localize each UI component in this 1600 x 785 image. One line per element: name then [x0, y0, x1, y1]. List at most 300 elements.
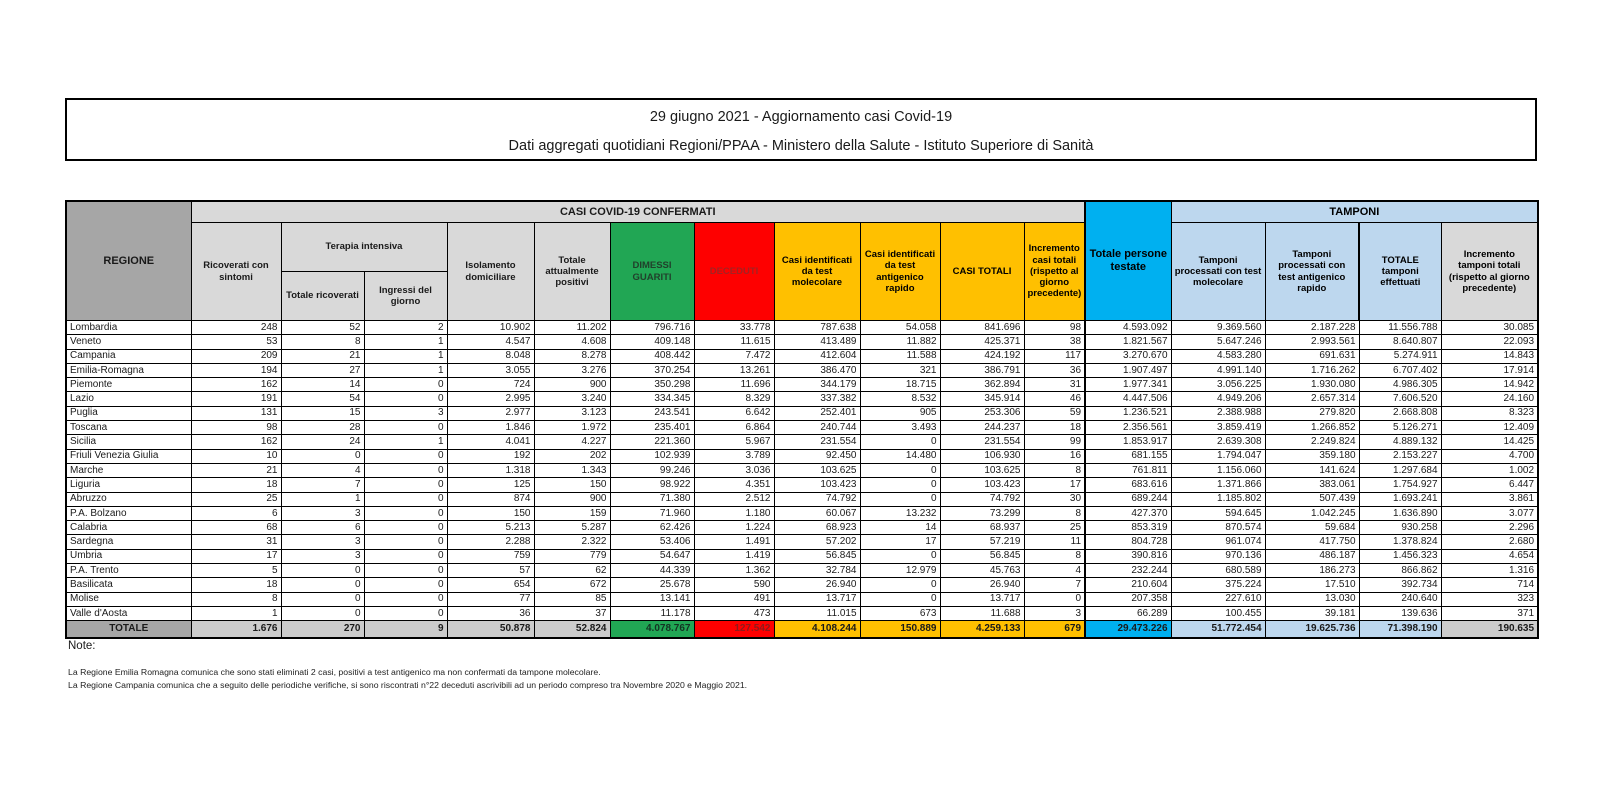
value-cell: 761.811	[1085, 463, 1171, 477]
value-cell: 0	[860, 492, 940, 506]
value-cell: 68	[191, 521, 281, 535]
value-cell: 424.192	[940, 349, 1024, 363]
value-cell: 8.329	[694, 392, 774, 406]
value-cell: 7.606.520	[1359, 392, 1441, 406]
header-casi-totali: CASI TOTALI	[940, 223, 1024, 321]
value-cell: 13.717	[774, 592, 860, 606]
value-cell: 417.750	[1265, 535, 1359, 549]
value-cell: 150	[447, 506, 534, 520]
region-name: Veneto	[66, 335, 191, 349]
region-name: Valle d'Aosta	[66, 606, 191, 620]
value-cell: 0	[364, 506, 447, 520]
table-row	[66, 564, 1538, 578]
table-row	[66, 521, 1538, 535]
total-row	[66, 621, 1538, 638]
value-cell: 3	[281, 535, 364, 549]
value-cell: 59.684	[1265, 521, 1359, 535]
value-cell: 0	[364, 449, 447, 463]
value-cell: 11.588	[860, 349, 940, 363]
header-ti-ingressi: Ingressi del giorno	[364, 272, 447, 321]
value-cell: 209	[191, 349, 281, 363]
value-cell: 25	[191, 492, 281, 506]
value-cell: 1.977.341	[1085, 378, 1171, 392]
value-cell: 57.219	[940, 535, 1024, 549]
value-cell: 71.960	[610, 506, 694, 520]
value-cell: 0	[860, 435, 940, 449]
region-name: Emilia-Romagna	[66, 363, 191, 377]
value-cell: 6	[281, 521, 364, 535]
header-terapia-intensiva: Terapia intensiva	[281, 223, 447, 272]
value-cell: 4.108.244	[774, 621, 860, 638]
value-cell: 4.547	[447, 335, 534, 349]
region-name: Basilicata	[66, 578, 191, 592]
value-cell: 4.991.140	[1171, 363, 1265, 377]
value-cell: 100.455	[1171, 606, 1265, 620]
value-cell: 3	[281, 506, 364, 520]
header-tamponi-molecolare: Tamponi processati con test molecolare	[1171, 223, 1265, 321]
value-cell: 13.261	[694, 363, 774, 377]
region-name: Umbria	[66, 549, 191, 563]
value-cell: 8.278	[534, 349, 610, 363]
value-cell: 18.715	[860, 378, 940, 392]
value-cell: 392.734	[1359, 578, 1441, 592]
value-cell: 7	[281, 478, 364, 492]
value-cell: 36	[447, 606, 534, 620]
value-cell: 232.244	[1085, 564, 1171, 578]
value-cell: 724	[447, 378, 534, 392]
table-row	[66, 363, 1538, 377]
region-name: Sicilia	[66, 435, 191, 449]
region-name: Toscana	[66, 421, 191, 435]
value-cell: 45.763	[940, 564, 1024, 578]
value-cell: 39.181	[1265, 606, 1359, 620]
value-cell: 50.878	[447, 621, 534, 638]
region-name: Campania	[66, 349, 191, 363]
value-cell: 4.700	[1441, 449, 1538, 463]
value-cell: 8	[1024, 463, 1085, 477]
value-cell: 0	[860, 578, 940, 592]
header-ti-totale: Totale ricoverati	[281, 272, 364, 321]
value-cell: 3.056.225	[1171, 378, 1265, 392]
value-cell: 0	[1024, 592, 1085, 606]
value-cell: 11.178	[610, 606, 694, 620]
value-cell: 1	[364, 335, 447, 349]
value-cell: 486.187	[1265, 549, 1359, 563]
value-cell: 1.002	[1441, 463, 1538, 477]
value-cell: 194	[191, 363, 281, 377]
table-row	[66, 392, 1538, 406]
value-cell: 5	[191, 564, 281, 578]
value-cell: 18	[191, 478, 281, 492]
value-cell: 186.273	[1265, 564, 1359, 578]
value-cell: 1.318	[447, 463, 534, 477]
value-cell: 427.370	[1085, 506, 1171, 520]
value-cell: 240.744	[774, 421, 860, 435]
value-cell: 1.821.567	[1085, 335, 1171, 349]
value-cell: 4.608	[534, 335, 610, 349]
value-cell: 5.126.271	[1359, 421, 1441, 435]
value-cell: 8	[191, 592, 281, 606]
value-cell: 0	[860, 592, 940, 606]
title-box	[65, 98, 1537, 161]
value-cell: 98	[191, 421, 281, 435]
region-name: Lazio	[66, 392, 191, 406]
header-incremento-tamponi: Incremento tamponi totali (rispetto al giorno precedente)	[1441, 223, 1538, 321]
value-cell: 244.237	[940, 421, 1024, 435]
table-row	[66, 535, 1538, 549]
value-cell: 1.042.245	[1265, 506, 1359, 520]
value-cell: 56.845	[774, 549, 860, 563]
value-cell: 57.202	[774, 535, 860, 549]
value-cell: 32.784	[774, 564, 860, 578]
value-cell: 594.645	[1171, 506, 1265, 520]
header-isolamento: Isolamento domiciliare	[447, 223, 534, 321]
table-row	[66, 578, 1538, 592]
value-cell: 2.296	[1441, 521, 1538, 535]
value-cell: 2.153.227	[1359, 449, 1441, 463]
value-cell: 905	[860, 406, 940, 420]
value-cell: 1.754.927	[1359, 478, 1441, 492]
table-row	[66, 421, 1538, 435]
value-cell: 930.258	[1359, 521, 1441, 535]
value-cell: 5.287	[534, 521, 610, 535]
value-cell: 1.972	[534, 421, 610, 435]
value-cell: 2.657.314	[1265, 392, 1359, 406]
value-cell: 162	[191, 435, 281, 449]
value-cell: 0	[281, 592, 364, 606]
value-cell: 0	[281, 449, 364, 463]
value-cell: 16	[1024, 449, 1085, 463]
table-row	[66, 506, 1538, 520]
value-cell: 74.792	[940, 492, 1024, 506]
value-cell: 473	[694, 606, 774, 620]
header-ricoverati: Ricoverati con sintomi	[191, 223, 281, 321]
value-cell: 1.185.802	[1171, 492, 1265, 506]
value-cell: 3	[364, 406, 447, 420]
value-cell: 52	[281, 321, 364, 335]
header-persone-testate: Totale persone testate	[1085, 201, 1171, 321]
value-cell: 17	[1024, 478, 1085, 492]
value-cell: 71.398.190	[1359, 621, 1441, 638]
value-cell: 3.077	[1441, 506, 1538, 520]
table-row	[66, 606, 1538, 620]
value-cell: 1.343	[534, 463, 610, 477]
value-cell: 68.937	[940, 521, 1024, 535]
total-label: TOTALE	[66, 621, 191, 638]
value-cell: 66.289	[1085, 606, 1171, 620]
value-cell: 141.624	[1265, 463, 1359, 477]
value-cell: 279.820	[1265, 406, 1359, 420]
header-casi-antigenico: Casi identificati da test antigenico rapido	[860, 223, 940, 321]
value-cell: 796.716	[610, 321, 694, 335]
value-cell: 11.688	[940, 606, 1024, 620]
value-cell: 29.473.226	[1085, 621, 1171, 638]
value-cell: 53	[191, 335, 281, 349]
value-cell: 689.244	[1085, 492, 1171, 506]
value-cell: 370.254	[610, 363, 694, 377]
value-cell: 874	[447, 492, 534, 506]
value-cell: 350.298	[610, 378, 694, 392]
value-cell: 3	[1024, 606, 1085, 620]
value-cell: 17	[191, 549, 281, 563]
value-cell: 253.306	[940, 406, 1024, 420]
value-cell: 6	[191, 506, 281, 520]
value-cell: 413.489	[774, 335, 860, 349]
value-cell: 0	[860, 463, 940, 477]
value-cell: 62	[534, 564, 610, 578]
region-name: Lombardia	[66, 321, 191, 335]
value-cell: 787.638	[774, 321, 860, 335]
table-row	[66, 406, 1538, 420]
region-name: Liguria	[66, 478, 191, 492]
value-cell: 590	[694, 578, 774, 592]
value-cell: 672	[534, 578, 610, 592]
value-cell: 240.640	[1359, 592, 1441, 606]
value-cell: 6.864	[694, 421, 774, 435]
region-name: Sardegna	[66, 535, 191, 549]
value-cell: 8.048	[447, 349, 534, 363]
value-cell: 2.668.808	[1359, 406, 1441, 420]
value-cell: 18	[1024, 421, 1085, 435]
value-cell: 0	[364, 549, 447, 563]
value-cell: 900	[534, 492, 610, 506]
value-cell: 337.382	[774, 392, 860, 406]
value-cell: 679	[1024, 621, 1085, 638]
value-cell: 4.593.092	[1085, 321, 1171, 335]
value-cell: 1.693.241	[1359, 492, 1441, 506]
value-cell: 0	[364, 535, 447, 549]
value-cell: 714	[1441, 578, 1538, 592]
value-cell: 191	[191, 392, 281, 406]
value-cell: 202	[534, 449, 610, 463]
value-cell: 12.979	[860, 564, 940, 578]
region-name: P.A. Trento	[66, 564, 191, 578]
value-cell: 36	[1024, 363, 1085, 377]
table-row	[66, 321, 1538, 335]
value-cell: 0	[860, 549, 940, 563]
value-cell: 99	[1024, 435, 1085, 449]
covid-data-table	[65, 200, 1539, 639]
value-cell: 10.902	[447, 321, 534, 335]
region-name: Friuli Venezia Giulia	[66, 449, 191, 463]
value-cell: 44.339	[610, 564, 694, 578]
value-cell: 2.356.561	[1085, 421, 1171, 435]
value-cell: 3.055	[447, 363, 534, 377]
value-cell: 231.554	[774, 435, 860, 449]
region-name: Puglia	[66, 406, 191, 420]
header-attualmente-positivi: Totale attualmente positivi	[534, 223, 610, 321]
region-name: Abruzzo	[66, 492, 191, 506]
value-cell: 3.240	[534, 392, 610, 406]
value-cell: 56.845	[940, 549, 1024, 563]
value-cell: 11.696	[694, 378, 774, 392]
value-cell: 11.556.788	[1359, 321, 1441, 335]
value-cell: 12.409	[1441, 421, 1538, 435]
value-cell: 11.615	[694, 335, 774, 349]
value-cell: 3.036	[694, 463, 774, 477]
header-band-casi-confermati: CASI COVID-19 CONFERMATI	[191, 201, 1085, 223]
value-cell: 103.423	[940, 478, 1024, 492]
value-cell: 9.369.560	[1171, 321, 1265, 335]
value-cell: 71.380	[610, 492, 694, 506]
value-cell: 681.155	[1085, 449, 1171, 463]
value-cell: 1.378.824	[1359, 535, 1441, 549]
value-cell: 221.360	[610, 435, 694, 449]
value-cell: 2.322	[534, 535, 610, 549]
value-cell: 362.894	[940, 378, 1024, 392]
value-cell: 150.889	[860, 621, 940, 638]
value-cell: 4.078.767	[610, 621, 694, 638]
value-cell: 4.041	[447, 435, 534, 449]
table-body	[66, 321, 1538, 638]
region-name: Calabria	[66, 521, 191, 535]
value-cell: 841.696	[940, 321, 1024, 335]
value-cell: 59	[1024, 406, 1085, 420]
value-cell: 491	[694, 592, 774, 606]
note-line-2: La Regione Campania comunica che a seguito delle periodiche verifiche, si sono riscontrati n°22 deceduti ascrivibili ad un periodo compreso tra Novembre 2020 e Maggio 2021.	[68, 679, 748, 690]
value-cell: 24.160	[1441, 392, 1538, 406]
value-cell: 2.249.824	[1265, 435, 1359, 449]
value-cell: 1	[281, 492, 364, 506]
value-cell: 8.640.807	[1359, 335, 1441, 349]
value-cell: 18	[191, 578, 281, 592]
value-cell: 390.816	[1085, 549, 1171, 563]
value-cell: 102.939	[610, 449, 694, 463]
value-cell: 3.861	[1441, 492, 1538, 506]
value-cell: 359.180	[1265, 449, 1359, 463]
value-cell: 344.179	[774, 378, 860, 392]
value-cell: 6.447	[1441, 478, 1538, 492]
value-cell: 1	[364, 363, 447, 377]
value-cell: 117	[1024, 349, 1085, 363]
region-name: Marche	[66, 463, 191, 477]
value-cell: 103.625	[774, 463, 860, 477]
value-cell: 654	[447, 578, 534, 592]
value-cell: 4.259.133	[940, 621, 1024, 638]
value-cell: 8	[1024, 506, 1085, 520]
table-row	[66, 549, 1538, 563]
value-cell: 345.914	[940, 392, 1024, 406]
value-cell: 235.401	[610, 421, 694, 435]
value-cell: 3.123	[534, 406, 610, 420]
value-cell: 4.986.305	[1359, 378, 1441, 392]
value-cell: 30	[1024, 492, 1085, 506]
value-cell: 0	[364, 521, 447, 535]
value-cell: 54.647	[610, 549, 694, 563]
region-name: Piemonte	[66, 378, 191, 392]
value-cell: 13.232	[860, 506, 940, 520]
value-cell: 15	[281, 406, 364, 420]
value-cell: 4.583.280	[1171, 349, 1265, 363]
value-cell: 0	[364, 564, 447, 578]
value-cell: 17.914	[1441, 363, 1538, 377]
value-cell: 231.554	[940, 435, 1024, 449]
value-cell: 321	[860, 363, 940, 377]
value-cell: 1.716.262	[1265, 363, 1359, 377]
value-cell: 51.772.454	[1171, 621, 1265, 638]
value-cell: 92.450	[774, 449, 860, 463]
value-cell: 0	[281, 578, 364, 592]
value-cell: 3.789	[694, 449, 774, 463]
value-cell: 425.371	[940, 335, 1024, 349]
value-cell: 68.923	[774, 521, 860, 535]
value-cell: 9	[364, 621, 447, 638]
value-cell: 31	[191, 535, 281, 549]
value-cell: 74.792	[774, 492, 860, 506]
value-cell: 25.678	[610, 578, 694, 592]
value-cell: 4.949.206	[1171, 392, 1265, 406]
value-cell: 159	[534, 506, 610, 520]
value-cell: 4.447.506	[1085, 392, 1171, 406]
value-cell: 227.610	[1171, 592, 1265, 606]
value-cell: 98.922	[610, 478, 694, 492]
header-dimessi-guariti: DIMESSI GUARITI	[610, 223, 694, 321]
table-row	[66, 478, 1538, 492]
value-cell: 13.141	[610, 592, 694, 606]
value-cell: 0	[281, 606, 364, 620]
value-cell: 270	[281, 621, 364, 638]
value-cell: 19.625.736	[1265, 621, 1359, 638]
value-cell: 11	[1024, 535, 1085, 549]
value-cell: 961.074	[1171, 535, 1265, 549]
header-band-tamponi: TAMPONI	[1171, 201, 1538, 223]
value-cell: 691.631	[1265, 349, 1359, 363]
value-cell: 779	[534, 549, 610, 563]
value-cell: 17	[860, 535, 940, 549]
value-cell: 25	[1024, 521, 1085, 535]
value-cell: 0	[860, 478, 940, 492]
value-cell: 0	[281, 564, 364, 578]
value-cell: 54.058	[860, 321, 940, 335]
value-cell: 8	[1024, 549, 1085, 563]
notes-title: Note:	[68, 640, 96, 652]
header-regione: REGIONE	[66, 201, 191, 321]
value-cell: 21	[191, 463, 281, 477]
value-cell: 2.388.988	[1171, 406, 1265, 420]
value-cell: 85	[534, 592, 610, 606]
table-row	[66, 449, 1538, 463]
value-cell: 673	[860, 606, 940, 620]
value-cell: 1.853.917	[1085, 435, 1171, 449]
value-cell: 3.493	[860, 421, 940, 435]
value-cell: 53.406	[610, 535, 694, 549]
value-cell: 0	[364, 578, 447, 592]
value-cell: 14.843	[1441, 349, 1538, 363]
value-cell: 38	[1024, 335, 1085, 349]
value-cell: 31	[1024, 378, 1085, 392]
value-cell: 26.940	[940, 578, 1024, 592]
value-cell: 210.604	[1085, 578, 1171, 592]
value-cell: 2.512	[694, 492, 774, 506]
value-cell: 10	[191, 449, 281, 463]
note-line-1: La Regione Emilia Romagna comunica che sono stati eliminati 2 casi, positivi a test antigenico ma non confermati da tampone molecolare.	[68, 667, 601, 677]
value-cell: 1.316	[1441, 564, 1538, 578]
value-cell: 866.862	[1359, 564, 1441, 578]
page-title: 29 giugno 2021 - Aggiornamento casi Covid-19	[649, 109, 953, 125]
value-cell: 1.794.047	[1171, 449, 1265, 463]
value-cell: 0	[364, 606, 447, 620]
value-cell: 804.728	[1085, 535, 1171, 549]
value-cell: 14.425	[1441, 435, 1538, 449]
value-cell: 5.274.911	[1359, 349, 1441, 363]
region-name: P.A. Bolzano	[66, 506, 191, 520]
value-cell: 252.401	[774, 406, 860, 420]
value-cell: 680.589	[1171, 564, 1265, 578]
value-cell: 26.940	[774, 578, 860, 592]
table-row	[66, 349, 1538, 363]
value-cell: 14.942	[1441, 378, 1538, 392]
value-cell: 14.480	[860, 449, 940, 463]
